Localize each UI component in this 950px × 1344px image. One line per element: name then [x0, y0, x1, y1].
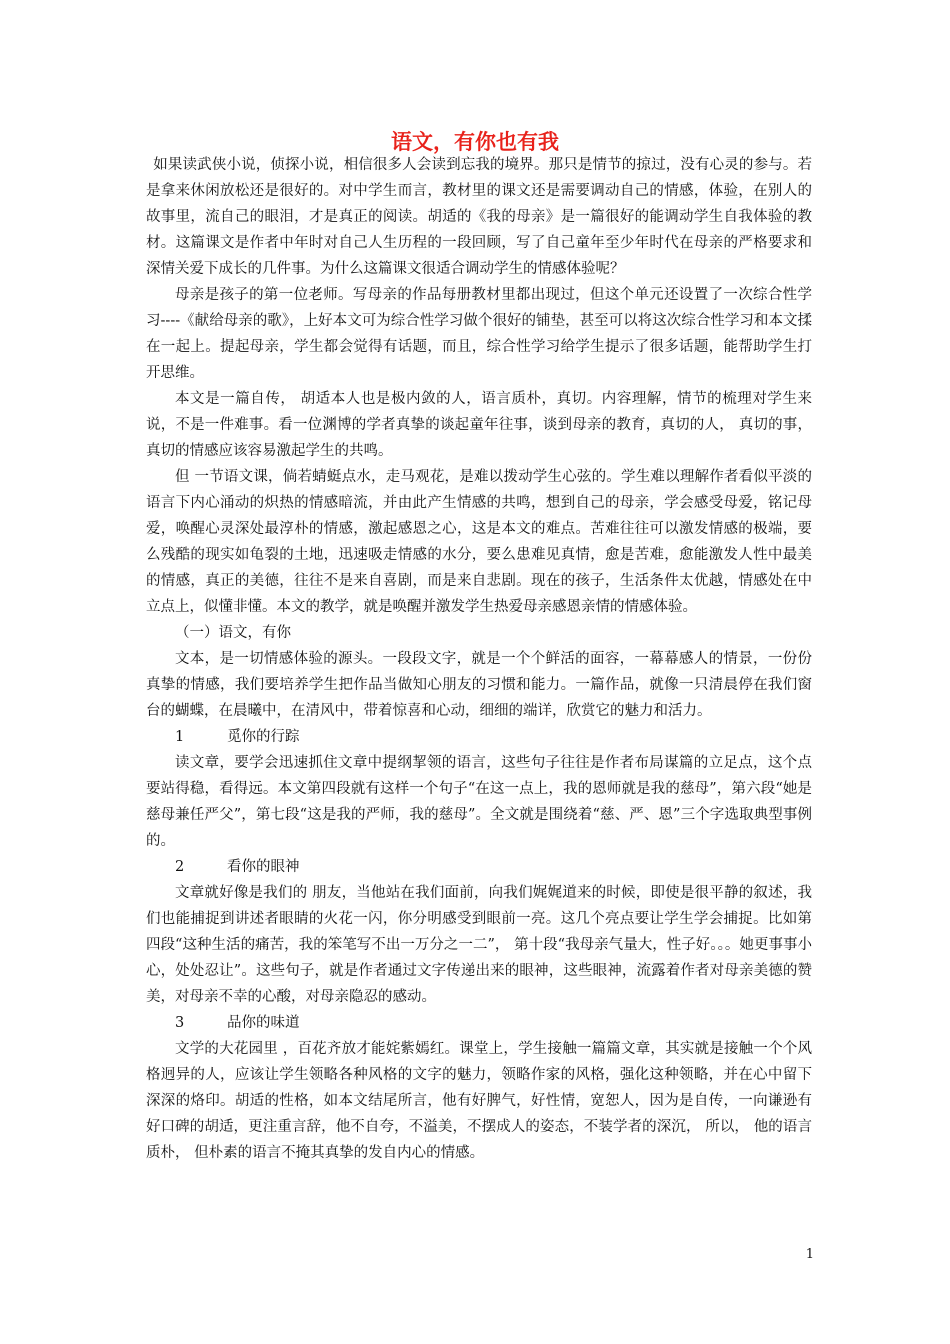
subsection-3-text: 文学的大花园里 ，百花齐放才能姹紫嫣红。课堂上，学生接触一篇篇文章，其实就是接触一个个风格迥异的人，应该让学生领略各种风格的文字的魅力，领略作家的风格，强化这种领略，并在心中留下深深的烙印。胡适的性格，如本文结尾所言，他有好脾气，好性情，宽恕人，因为是自传，一向谦逊有好口碑的胡适，更注重言辞，他不自夸，不溢美，不摆成人的姿态，不装学者的深沉， 所以， 他的语言质朴， 但朴素的语言不掩其真挚的发自内心的情感。 — [146, 1041, 812, 1161]
section-intro: 文本，是一切情感体验的源头。一段段文字，就是一个个鲜活的面容，一幕幕感人的情景，一份份真挚的情感，我们要培养学生把作品当做知心朋友的习惯和能力。一篇作品，就像一只清晨停在我们窗台的蝴蝶，在晨曦中，在清风中，带着惊喜和心动，细细的端详，欣赏它的魅力和活力。 — [146, 651, 812, 719]
subsection-2-number: 2 — [175, 859, 185, 875]
paragraph-1: 如果读武侠小说，侦探小说，相信很多人会读到忘我的境界。那只是情节的掠过，没有心灵的参与。若是拿来休闲放松还是很好的。对中学生而言，教材里的课文还是需要调动自己的情感，体验，在别人的故事里，流自己的眼泪，才是真正的阅读。胡适的《我的母亲》是一篇很好的能调动学生自我体验的教材。这篇课文是作者中年时对自己人生历程的一段回顾，写了自己童年至少年时代在母亲的严格要求和深情关爱下成长的几件事。为什么这篇课文很适合调动学生的情感体验呢？ — [146, 157, 812, 277]
subsection-1-number: 1 — [175, 729, 185, 745]
subsection-2-title: 看你的眼神 — [227, 859, 300, 875]
paragraph-4: 但 一节语文课，倘若蜻蜓点水，走马观花，是难以拨动学生心弦的。学生难以理解作者看似平淡的语言下内心涌动的炽热的情感暗流，并由此产生情感的共鸣，想到自己的母亲，学会感受母爱，铭记母爱，唤醒心灵深处最淳朴的情感，激起感恩之心，这是本文的难点。苦难往往可以激发情感的极端，要么残酷的现实如龟裂的土地，迅速吸走情感的水分，要么患难见真情，愈是苦难，愈能激发人性中最美的情感，真正的美德，往往不是来自喜剧，而是来自悲剧。现在的孩子，生活条件太优越，情感处在中立点上，似懂非懂。本文的教学，就是唤醒并激发学生热爱母亲感恩亲情的情感体验。 — [146, 469, 812, 615]
subsection-3-heading — [146, 1010, 812, 1036]
document-body — [146, 152, 812, 1166]
subsection-1-heading — [146, 724, 812, 750]
subsection-1-text: 读文章，要学会迅速抓住文章中提纲挈领的语言，这些句子往往是作者布局谋篇的立足点，这个点要站得稳，看得远。本文第四段就有这样一个句子“在这一点上，我的恩师就是我的慈母”，第六段“她是慈母兼任严父”，第七段“这是我的严师，我的慈母”。全文就是围绕着“慈、严、恩”三个字选取典型事例的。 — [146, 755, 812, 849]
paragraph-2: 母亲是孩子的第一位老师。写母亲的作品每册教材里都出现过，但这个单元还设置了一次综合性学习----《献给母亲的歌》，上好本文可为综合性学习做个很好的铺垫，甚至可以将这次综合性学习和本文揉在一起上。提起母亲，学生都会觉得有话题，而且，综合性学习给学生提示了很多话题，能帮助学生打开思维。 — [146, 287, 812, 381]
page-number: 1 — [805, 1247, 814, 1262]
document-title: 语文，有你也有我 — [391, 129, 559, 154]
section-heading: （一）语文，有你 — [175, 625, 291, 641]
paragraph-3: 本文是一篇自传， 胡适本人也是极内敛的人，语言质朴，真切。内容理解，情节的梳理对学生来说，不是一件难事。看一位渊博的学者真挚的谈起童年往事，谈到母亲的教育，真切的人， 真切的事， 真切的情感应该容易激起学生的共鸣。 — [146, 391, 812, 459]
subsection-3-title: 品你的味道 — [227, 1015, 300, 1031]
subsection-3-number: 3 — [175, 1015, 185, 1031]
subsection-2-heading — [146, 854, 812, 880]
subsection-2-text: 文章就好像是我们的 朋友，当他站在我们面前，向我们娓娓道来的时候，即使是很平静的叙述，我们也能捕捉到讲述者眼睛的火花一闪，你分明感受到眼前一亮。这几个亮点要让学生学会捕捉。比如第四段“这种生活的痛苦，我的笨笔写不出一万分之一二”， 第十段“我母亲气量大，性子好。。。她更事事小心，处处忍让”。这些句子，就是作者通过文字传递出来的眼神，这些眼神，流露着作者对母亲美德的赞美，对母亲不幸的心酸，对母亲隐忍的感动。 — [146, 885, 812, 1005]
subsection-1-title: 觅你的行踪 — [227, 729, 300, 745]
